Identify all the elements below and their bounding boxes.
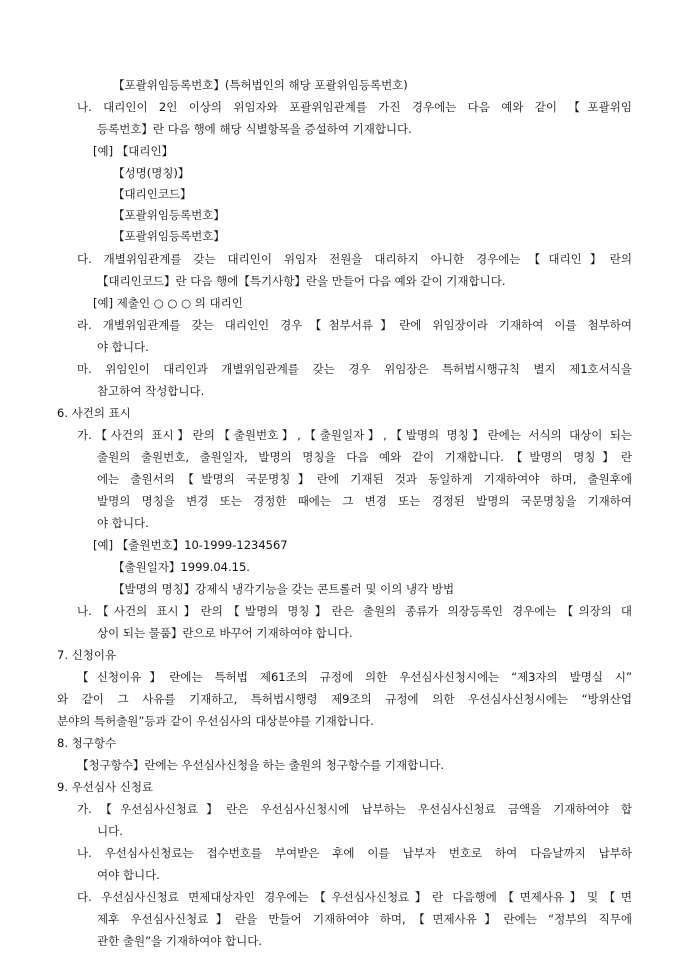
text-line: 발명의 명칭을 변경 또는 경정한 때에는 그 변경 또는 경정된 발명의 국문명칭을 기재하여 <box>97 494 632 508</box>
text-line: 다. 개별위임관계를 갖는 대리인이 위임자 전원을 대리하지 아니한 경우에는【대리인】란의 <box>77 252 632 266</box>
section-heading: 8. 청구항수 <box>57 736 117 750</box>
text-line: 와 같이 그 사유를 기재하고, 특허법시행령 제9조의 규정에 의한 우선심사신청시에는 “방위산업 <box>57 692 632 706</box>
text-line: [예] 제출인 ○ ○ ○ 의 대리인 <box>93 296 243 310</box>
text-line: 니다. <box>97 824 123 838</box>
text-line: 분야의 특허출원”등과 같이 우선심사의 대상분야를 기재합니다. <box>57 714 374 728</box>
text-line: 에는 출원서의【발명의 국문명칭】란에 기재된 것과 동일하게 기재하여야 하며, 출원후에 <box>97 472 632 486</box>
text-line: 나. 우선심사신청료는 접수번호를 부여받은 후에 이를 납부자 번호로 하여 다음날까지 납부하 <box>77 846 632 860</box>
text-line: 【청구항수】란에는 우선심사신청을 하는 출원의 청구항수를 기재합니다. <box>77 758 445 772</box>
text-line: 【포괄위임등록번호】 <box>113 229 225 243</box>
text-line: 야 합니다. <box>97 516 149 530</box>
text-line: 【발명의 명칭】강제식 냉각기능을 갖는 콘트롤러 및 이의 냉각 방법 <box>113 582 455 596</box>
text-line: 【성명(명칭)】 <box>113 166 190 180</box>
text-line: 【출원일자】1999.04.15. <box>113 560 250 574</box>
section-heading: 7. 신청이유 <box>57 648 117 662</box>
text-line: 마. 위임인이 대리인과 개별위임관계를 갖는 경우 위임장은 특허법시행규칙 별지 제1호서식을 <box>77 362 632 376</box>
text-line: 라. 개별위임관계를 갖는 대리인인 경우【첨부서류】란에 위임장이라 기재하여 이를 첨부하여 <box>77 318 632 332</box>
text-line: 나. 대리인이 2인 이상의 위임자와 포괄위임관계를 가진 경우에는 다음 예와 같이 【포괄위임 <box>77 100 632 114</box>
text-line: 참고하여 작성합니다. <box>97 384 205 398</box>
text-line: 출원의 출원번호, 출원일자, 발명의 명칭을 다음 예와 같이 기재합니다.【발명의 명칭】란 <box>97 450 632 464</box>
text-line: 상이 되는 물품】란으로 바꾸어 기재하여야 합니다. <box>97 626 353 640</box>
text-line: 【대리인코드】 <box>113 187 192 201</box>
text-line: 【신청이유】란에는 특허법 제61조의 규정에 의한 우선심사신청시에는 “제3자의 발명실 시” <box>77 670 632 684</box>
text-line: [예] 【대리인】 <box>93 144 174 158</box>
text-line: 가.【사건의 표시】란의【출원번호】,【출원일자】,【발명의 명칭】란에는 서식의 대상이 되는 <box>77 428 632 442</box>
text-line: 【포괄위임등록번호】 <box>113 208 225 222</box>
text-line: 나.【사건의 표시】란의【발명의 명칭】란은 출원의 종류가 의장등록인 경우에는【의장의 대 <box>77 604 632 618</box>
text-line: 【대리인코드】란 다음 행에【특기사항】란을 만들어 다음 예와 같이 기재합니다. <box>97 274 506 288</box>
text-line: 여야 합니다. <box>97 868 160 882</box>
text-line: 【포괄위임등록번호】(특허법인의 해당 포괄위임등록번호) <box>113 78 408 92</box>
text-line: 야 합니다. <box>97 340 149 354</box>
section-heading: 9. 우선심사 신청료 <box>57 780 154 794</box>
text-line: [예] 【출원번호】10-1999-1234567 <box>93 538 288 552</box>
text-line: 관한 출원”을 기재하여야 합니다. <box>97 934 262 948</box>
text-line: 가.【우선심사신청료】란은 우선심사신청시에 납부하는 우선심사신청료 금액을 기재하여야 합 <box>77 802 632 816</box>
text-line: 다. 우선심사신청료 면제대상자인 경우에는【우선심사신청료】란 다음행에【면제사유】및【면 <box>77 890 632 904</box>
text-line: 제후 우선심사신청료】란을 만들어 기재하여야 하며,【면제사유】란에는 “정부의 직무에 <box>97 912 632 926</box>
section-heading: 6. 사건의 표시 <box>57 406 131 420</box>
text-line: 등록번호】란 다음 행에 해당 식별항목을 증설하여 기재합니다. <box>97 122 412 136</box>
